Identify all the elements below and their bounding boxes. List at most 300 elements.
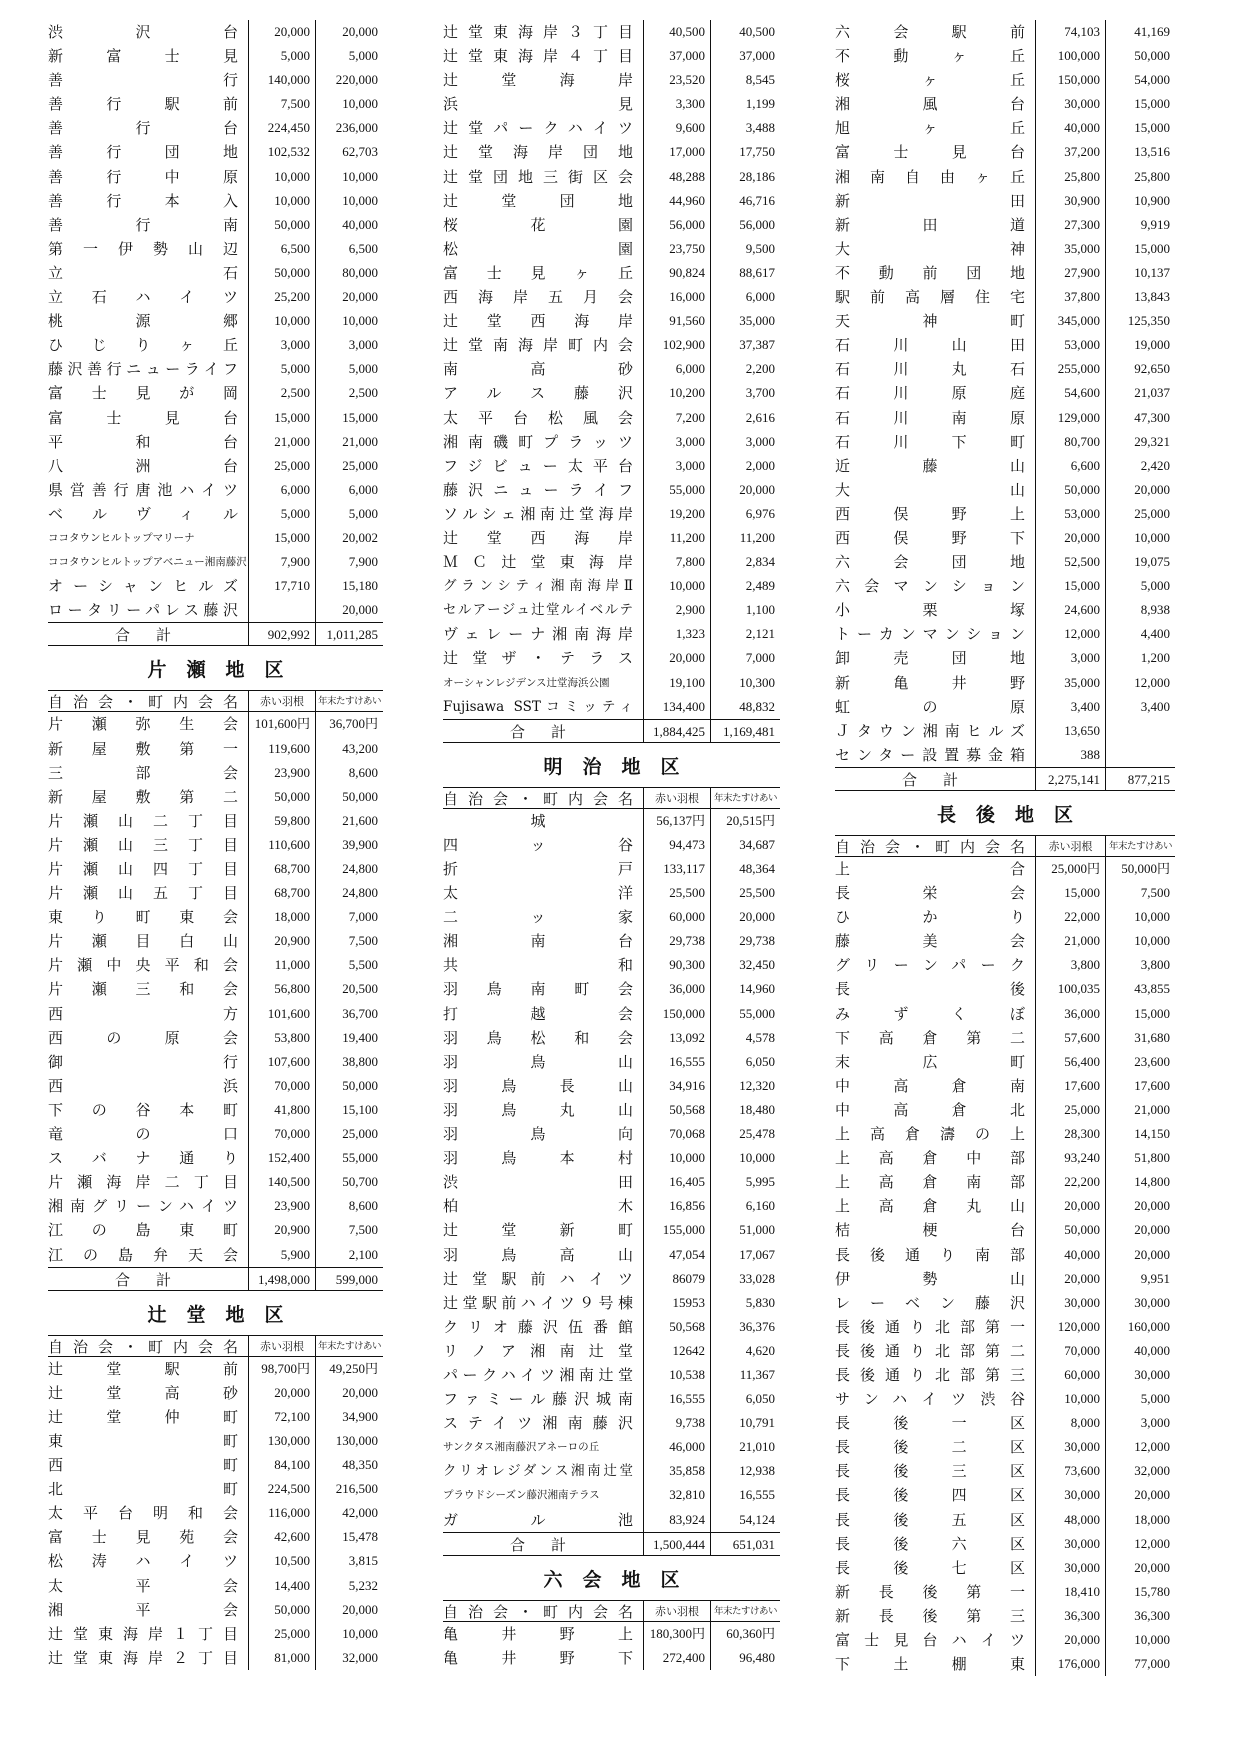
association-name: 立石 <box>48 263 238 282</box>
association-name: 卸売団地 <box>835 649 1025 668</box>
association-name: 竜の口 <box>48 1125 238 1144</box>
red-feather-amount: 20,000 <box>1035 526 1105 550</box>
year-end-amount: 18,480 <box>710 1098 780 1122</box>
red-feather-amount: 23,900 <box>248 1194 315 1218</box>
header-name: 自治会・町内会名 <box>835 835 1035 857</box>
red-feather-amount: 15,000 <box>1035 881 1105 905</box>
red-feather-amount: 44,960 <box>643 189 710 213</box>
association-name: 太平台松風会 <box>443 408 633 427</box>
association-name: センター設置募金箱 <box>835 745 1025 764</box>
year-end-amount: 7,500 <box>315 929 383 953</box>
red-feather-amount: 86079 <box>643 1267 710 1291</box>
year-end-amount: 32,450 <box>710 953 780 977</box>
red-feather-amount: 224,450 <box>248 116 315 140</box>
red-feather-amount: 3,000 <box>1035 646 1105 670</box>
association-name: 末広町 <box>835 1052 1025 1071</box>
red-feather-amount: 68,700 <box>248 857 315 881</box>
red-feather-amount: 6,600 <box>1035 454 1105 478</box>
year-end-amount: 48,832 <box>710 695 780 719</box>
red-feather-amount: 345,000 <box>1035 309 1105 333</box>
red-feather-amount: 110,600 <box>248 833 315 857</box>
year-end-amount: 39,900 <box>315 833 383 857</box>
association-name: 桜ヶ丘 <box>835 71 1025 90</box>
header-red-feather: 赤い羽根 <box>248 690 315 712</box>
red-feather-amount: 28,300 <box>1035 1122 1105 1146</box>
year-end-amount: 20,000 <box>1105 1218 1175 1242</box>
association-name: 石川南原 <box>835 408 1025 427</box>
year-end-amount: 43,855 <box>1105 977 1175 1001</box>
year-end-amount: 25,800 <box>1105 165 1175 189</box>
section-title: 長後地区 <box>936 804 1093 826</box>
association-name: 辻堂パークハイツ <box>443 119 633 138</box>
red-feather-amount: 9,600 <box>643 116 710 140</box>
year-end-amount: 50,700 <box>315 1170 383 1194</box>
association-name: 伊勢山 <box>835 1269 1025 1288</box>
red-feather-amount: 50,000 <box>248 213 315 237</box>
year-end-amount: 46,716 <box>710 189 780 213</box>
year-end-amount: 21,600 <box>315 809 383 833</box>
year-end-amount: 31,680 <box>1105 1026 1175 1050</box>
red-feather-amount: 6,500 <box>248 237 315 261</box>
year-end-amount: 3,800 <box>1105 953 1175 977</box>
association-name: サンクタス湘南藤沢アネーロの丘 <box>443 1441 600 1454</box>
header-red-feather: 赤い羽根 <box>643 787 710 809</box>
year-end-amount: 29,321 <box>1105 430 1175 454</box>
red-feather-amount: 7,500 <box>248 92 315 116</box>
total-red-feather: 1,884,425 <box>643 719 710 743</box>
year-end-amount: 3,400 <box>1105 695 1175 719</box>
year-end-amount: 9,919 <box>1105 213 1175 237</box>
association-name: 片瀬山五丁目 <box>48 884 238 903</box>
red-feather-amount: 102,532 <box>248 140 315 164</box>
association-name: レーベン藤沢 <box>835 1293 1025 1312</box>
header-year-end: 年末たすけあい <box>710 1600 780 1622</box>
association-name: アルス藤沢 <box>443 384 633 403</box>
total-red-feather: 902,992 <box>248 622 315 646</box>
year-end-amount: 9,951 <box>1105 1267 1175 1291</box>
association-name: グリーンパーク <box>835 956 1025 975</box>
year-end-amount: 50,000 <box>315 1074 383 1098</box>
red-feather-amount: 36,000 <box>643 977 710 1001</box>
association-name: 不動ヶ丘 <box>835 47 1025 66</box>
red-feather-amount: 120,000 <box>1035 1315 1105 1339</box>
year-end-amount: 5,830 <box>710 1291 780 1315</box>
district-table <box>835 835 1175 1676</box>
year-end-amount: 48,364 <box>710 857 780 881</box>
association-name: 長後通り北部第三 <box>835 1365 1025 1384</box>
association-name: 長後五区 <box>835 1510 1025 1529</box>
year-end-amount: 42,000 <box>315 1501 383 1525</box>
red-feather-amount: 100,035 <box>1035 977 1105 1001</box>
year-end-amount: 40,000 <box>315 213 383 237</box>
association-name: 江の島東町 <box>48 1221 238 1240</box>
red-feather-amount: 19,200 <box>643 502 710 526</box>
association-name: 浜見 <box>443 95 633 114</box>
total-year-end: 599,000 <box>315 1267 383 1291</box>
year-end-amount: 2,420 <box>1105 454 1175 478</box>
association-name: 下の谷本町 <box>48 1100 238 1119</box>
red-feather-amount: 90,300 <box>643 953 710 977</box>
year-end-amount: 30,000 <box>1105 1291 1175 1315</box>
association-name: 長後七区 <box>835 1558 1025 1577</box>
year-end-amount: 3,000 <box>315 333 383 357</box>
year-end-amount: 37,387 <box>710 333 780 357</box>
red-feather-amount: 25,000 <box>1035 1098 1105 1122</box>
association-name: 辻堂新町 <box>443 1221 633 1240</box>
year-end-amount: 16,555 <box>710 1483 780 1507</box>
red-feather-amount: 3,000 <box>248 333 315 357</box>
year-end-amount: 20,000 <box>1105 1243 1175 1267</box>
association-name: 新田道 <box>835 215 1025 234</box>
total-label: 合計 <box>48 1267 248 1291</box>
total-label: 合計 <box>443 719 643 743</box>
association-name: 片瀬海岸二丁目 <box>48 1173 238 1192</box>
header-red-feather: 赤い羽根 <box>248 1335 315 1357</box>
header-year-end: 年末たすけあい <box>315 690 383 712</box>
header-name: 自治会・町内会名 <box>48 690 248 712</box>
year-end-amount: 6,160 <box>710 1194 780 1218</box>
association-name: 辻堂東海岸３丁目 <box>443 23 633 41</box>
association-name: プラウドシーズン藤沢湘南テラス <box>443 1489 600 1502</box>
red-feather-amount: 16,555 <box>643 1387 710 1411</box>
red-feather-amount: 7,200 <box>643 406 710 430</box>
association-name: 石川下町 <box>835 432 1025 451</box>
association-name: 新屋敷第二 <box>48 787 238 806</box>
association-name: 打越会 <box>443 1004 633 1023</box>
association-name: Fujisawa SSTコミッティ <box>443 698 633 715</box>
red-feather-amount: 40,000 <box>1035 116 1105 140</box>
red-feather-amount: 107,600 <box>248 1050 315 1074</box>
red-feather-amount: 56,800 <box>248 977 315 1001</box>
association-name: 西町 <box>48 1456 238 1475</box>
total-red-feather: 1,498,000 <box>248 1267 315 1291</box>
year-end-amount: 10,137 <box>1105 261 1175 285</box>
association-name: 西俣野上 <box>835 504 1025 523</box>
total-red-feather: 1,500,444 <box>643 1532 710 1556</box>
red-feather-amount: 20,000 <box>1035 1194 1105 1218</box>
association-name: 近藤山 <box>835 456 1025 475</box>
year-end-amount: 4,400 <box>1105 622 1175 646</box>
year-end-amount: 25,000 <box>1105 502 1175 526</box>
red-feather-amount: 91,560 <box>643 309 710 333</box>
red-feather-amount: 68,700 <box>248 881 315 905</box>
association-name: 立石ハイツ <box>48 288 238 307</box>
year-end-amount: 20,000 <box>1105 1556 1175 1580</box>
red-feather-amount: 20,000 <box>1035 1267 1105 1291</box>
association-name: 下土棚東 <box>835 1655 1025 1674</box>
red-feather-amount: 17,000 <box>643 140 710 164</box>
year-end-amount: 14,150 <box>1105 1122 1175 1146</box>
association-name: 渋沢台 <box>48 23 238 41</box>
year-end-amount: 2,616 <box>710 406 780 430</box>
year-end-amount <box>1105 719 1175 743</box>
association-name: 羽鳥高山 <box>443 1245 633 1264</box>
year-end-amount: 28,186 <box>710 165 780 189</box>
header-year-end: 年末たすけあい <box>710 787 780 809</box>
year-end-amount: 20,000 <box>1105 1483 1175 1507</box>
association-name: オーシャンレジデンス辻堂海浜公園 <box>443 676 610 689</box>
association-name: 桃源郷 <box>48 312 238 331</box>
red-feather-amount: 56,400 <box>1035 1050 1105 1074</box>
red-feather-amount: 140,500 <box>248 1170 315 1194</box>
red-feather-amount: 25,000円 <box>1035 857 1105 881</box>
year-end-amount: 43,200 <box>315 737 383 761</box>
red-feather-amount: 42,600 <box>248 1525 315 1549</box>
association-name: みずくぼ <box>835 1004 1025 1023</box>
year-end-amount: 12,000 <box>1105 1532 1175 1556</box>
red-feather-amount: 20,000 <box>248 1381 315 1405</box>
association-name: 東町 <box>48 1431 238 1450</box>
red-feather-amount: 57,600 <box>1035 1026 1105 1050</box>
red-feather-amount: 5,000 <box>248 44 315 68</box>
red-feather-amount: 176,000 <box>1035 1652 1105 1676</box>
year-end-amount: 1,199 <box>710 92 780 116</box>
red-feather-amount: 23,520 <box>643 68 710 92</box>
red-feather-amount: 50,000 <box>248 1598 315 1622</box>
district-table <box>835 20 1175 791</box>
association-name: 折戸 <box>443 860 633 878</box>
red-feather-amount: 10,200 <box>643 381 710 405</box>
association-name: 辻堂団地三街区会 <box>443 167 633 186</box>
year-end-amount: 9,500 <box>710 237 780 261</box>
association-name: 六会駅前 <box>835 23 1025 41</box>
red-feather-amount: 100,000 <box>1035 44 1105 68</box>
red-feather-amount: 21,000 <box>248 430 315 454</box>
red-feather-amount: 10,500 <box>248 1549 315 1573</box>
association-name: 平和台 <box>48 432 238 451</box>
year-end-amount: 6,976 <box>710 502 780 526</box>
association-name: ステイツ湘南藤沢 <box>443 1414 633 1433</box>
association-name: 北町 <box>48 1480 238 1499</box>
association-name: 上高倉丸山 <box>835 1197 1025 1216</box>
red-feather-amount: 15,000 <box>248 406 315 430</box>
association-name: 辻堂西海岸 <box>443 312 633 331</box>
association-name: 桜花園 <box>443 215 633 234</box>
red-feather-amount: 70,000 <box>1035 1339 1105 1363</box>
red-feather-amount: 36,300 <box>1035 1604 1105 1628</box>
year-end-amount: 7,500 <box>1105 881 1175 905</box>
year-end-amount: 10,000 <box>1105 905 1175 929</box>
association-name: 長後通り北部第二 <box>835 1341 1025 1360</box>
red-feather-amount: 3,300 <box>643 92 710 116</box>
red-feather-amount: 54,600 <box>1035 381 1105 405</box>
association-name: 藤美会 <box>835 932 1025 951</box>
year-end-amount: 29,738 <box>710 929 780 953</box>
header-year-end: 年末たすけあい <box>315 1335 383 1357</box>
year-end-amount: 7,500 <box>315 1218 383 1242</box>
association-name: 下高倉第二 <box>835 1028 1025 1047</box>
association-name: 西俣野下 <box>835 528 1025 547</box>
association-name: 羽鳥山 <box>443 1052 633 1071</box>
association-name: ＭＣ辻堂東海岸 <box>443 553 633 572</box>
year-end-amount: 20,000 <box>315 1381 383 1405</box>
header-name: 自治会・町内会名 <box>48 1335 248 1357</box>
association-name: 富士見台 <box>48 408 238 427</box>
total-label: 合計 <box>48 622 248 646</box>
red-feather-amount: 119,600 <box>248 737 315 761</box>
year-end-amount: 12,320 <box>710 1074 780 1098</box>
year-end-amount: 8,600 <box>315 1194 383 1218</box>
red-feather-amount: 70,000 <box>248 1122 315 1146</box>
red-feather-amount: 22,000 <box>1035 905 1105 929</box>
association-name: 西方 <box>48 1004 238 1023</box>
association-name: 石川山田 <box>835 336 1025 355</box>
red-feather-amount: 37,800 <box>1035 285 1105 309</box>
year-end-amount: 10,000 <box>315 1622 383 1646</box>
district-table <box>48 1335 383 1670</box>
red-feather-amount: 10,000 <box>643 1146 710 1170</box>
red-feather-amount: 56,000 <box>643 213 710 237</box>
association-name: 江の島弁天会 <box>48 1245 238 1264</box>
red-feather-amount: 7,800 <box>643 550 710 574</box>
association-name: ひじりヶ丘 <box>48 336 238 355</box>
red-feather-amount: 5,000 <box>248 357 315 381</box>
year-end-amount: 10,000 <box>315 189 383 213</box>
red-feather-amount: 56,137円 <box>643 809 710 833</box>
year-end-amount: 24,800 <box>315 881 383 905</box>
year-end-amount: 24,800 <box>315 857 383 881</box>
year-end-amount: 56,000 <box>710 213 780 237</box>
total-year-end: 1,011,285 <box>315 622 383 646</box>
year-end-amount: 14,960 <box>710 977 780 1001</box>
red-feather-amount: 36,000 <box>1035 1002 1105 1026</box>
association-name: ココタウンヒルトップアベニュー湘南藤沢 <box>48 556 247 569</box>
year-end-amount: 130,000 <box>315 1429 383 1453</box>
year-end-amount: 220,000 <box>315 68 383 92</box>
year-end-amount: 12,000 <box>1105 671 1175 695</box>
year-end-amount: 10,791 <box>710 1411 780 1435</box>
association-name: 上合 <box>835 860 1025 878</box>
red-feather-amount: 94,473 <box>643 833 710 857</box>
association-name: 新長後第一 <box>835 1582 1025 1601</box>
year-end-amount: 15,000 <box>1105 1002 1175 1026</box>
year-end-amount: 2,100 <box>315 1243 383 1267</box>
association-name: 西海岸五月会 <box>443 288 633 307</box>
total-label: 合計 <box>443 1532 643 1556</box>
section-title: 明治地区 <box>543 755 700 778</box>
red-feather-amount: 98,700円 <box>248 1357 315 1381</box>
association-name: ひかり <box>835 908 1025 927</box>
red-feather-amount: 101,600 <box>248 1002 315 1026</box>
year-end-amount: 20,002 <box>315 526 383 550</box>
red-feather-amount: 224,500 <box>248 1477 315 1501</box>
association-name: 辻堂東海岸２丁目 <box>48 1648 238 1667</box>
red-feather-amount: 130,000 <box>248 1429 315 1453</box>
association-name: 太洋 <box>443 884 633 903</box>
year-end-amount: 55,000 <box>710 1002 780 1026</box>
red-feather-amount: 30,000 <box>1035 1435 1105 1459</box>
year-end-amount: 30,000 <box>1105 1363 1175 1387</box>
year-end-amount: 15,780 <box>1105 1580 1175 1604</box>
red-feather-amount: 18,410 <box>1035 1580 1105 1604</box>
red-feather-amount: 70,068 <box>643 1122 710 1146</box>
year-end-amount: 13,843 <box>1105 285 1175 309</box>
year-end-amount: 5,000 <box>315 44 383 68</box>
year-end-amount: 6,500 <box>315 237 383 261</box>
association-name: 湘南グリーンハイツ <box>48 1197 238 1216</box>
association-name: 辻堂海岸 <box>443 71 633 90</box>
association-name: 四ッ谷 <box>443 835 633 854</box>
header-name: 自治会・町内会名 <box>443 1600 643 1622</box>
association-name: 長後通り北部第一 <box>835 1317 1025 1336</box>
year-end-amount: 4,578 <box>710 1026 780 1050</box>
association-name: 辻堂海岸団地 <box>443 143 633 162</box>
association-name: 御行 <box>48 1052 238 1071</box>
total-year-end: 1,169,481 <box>710 719 780 743</box>
red-feather-amount: 32,810 <box>643 1483 710 1507</box>
year-end-amount: 6,000 <box>315 478 383 502</box>
total-label: 合計 <box>835 767 1035 791</box>
red-feather-amount: 116,000 <box>248 1501 315 1525</box>
association-name: 県営善行唐池ハイツ <box>48 480 238 499</box>
red-feather-amount: 3,800 <box>1035 953 1105 977</box>
district-table <box>48 690 383 1290</box>
year-end-amount: 2,200 <box>710 357 780 381</box>
association-name: 新亀井野 <box>835 673 1025 692</box>
association-name: 羽鳥向 <box>443 1125 633 1144</box>
year-end-amount: 11,200 <box>710 526 780 550</box>
year-end-amount: 88,617 <box>710 261 780 285</box>
association-name: 六会マンション <box>835 577 1025 596</box>
association-name: 虹の原 <box>835 697 1025 716</box>
red-feather-amount: 16,555 <box>643 1050 710 1074</box>
association-name: 旭ヶ丘 <box>835 119 1025 138</box>
association-name: フジビュー太平台 <box>443 456 633 475</box>
association-name: 辻堂高砂 <box>48 1383 238 1402</box>
year-end-amount: 36,700 <box>315 1002 383 1026</box>
year-end-amount: 6,050 <box>710 1387 780 1411</box>
red-feather-amount: 40,000 <box>1035 1243 1105 1267</box>
association-name: 新田 <box>835 191 1025 210</box>
association-name: グランシティ湘南海岸Ⅱ <box>443 578 633 595</box>
association-name: 大山 <box>835 480 1025 499</box>
year-end-amount <box>1105 743 1175 767</box>
year-end-amount: 8,938 <box>1105 598 1175 622</box>
association-name: スバナ通り <box>48 1149 238 1168</box>
red-feather-amount: 23,750 <box>643 237 710 261</box>
association-name: 石川原庭 <box>835 384 1025 403</box>
year-end-amount: 15,000 <box>1105 116 1175 140</box>
red-feather-amount: 13,092 <box>643 1026 710 1050</box>
red-feather-amount: 50,568 <box>643 1315 710 1339</box>
association-name: 長後 <box>835 980 1025 999</box>
year-end-amount: 236,000 <box>315 116 383 140</box>
association-name: 中高倉北 <box>835 1100 1025 1119</box>
association-name: ロータリーパレス藤沢 <box>48 601 238 620</box>
red-feather-amount: 34,916 <box>643 1074 710 1098</box>
red-feather-amount: 12,000 <box>1035 622 1105 646</box>
year-end-amount: 5,995 <box>710 1170 780 1194</box>
red-feather-amount: 150,000 <box>643 1002 710 1026</box>
association-name: 藤沢ニューライフ <box>443 480 633 499</box>
association-name: 六会団地 <box>835 553 1025 572</box>
association-name: パークハイツ湘南辻堂 <box>443 1365 633 1384</box>
red-feather-amount: 10,000 <box>248 165 315 189</box>
association-name: 善行本入 <box>48 191 238 210</box>
red-feather-amount: 30,900 <box>1035 189 1105 213</box>
association-name: 共和 <box>443 956 633 975</box>
association-name: 新富士見 <box>48 47 238 66</box>
year-end-amount: 10,000 <box>1105 526 1175 550</box>
association-name: リノア湘南辻堂 <box>443 1341 633 1360</box>
red-feather-amount: 388 <box>1035 743 1105 767</box>
total-year-end: 651,031 <box>710 1532 780 1556</box>
red-feather-amount: 25,800 <box>1035 165 1105 189</box>
red-feather-amount: 35,000 <box>1035 671 1105 695</box>
red-feather-amount: 81,000 <box>248 1646 315 1670</box>
year-end-amount: 2,489 <box>710 574 780 598</box>
red-feather-amount: 30,000 <box>1035 1291 1105 1315</box>
